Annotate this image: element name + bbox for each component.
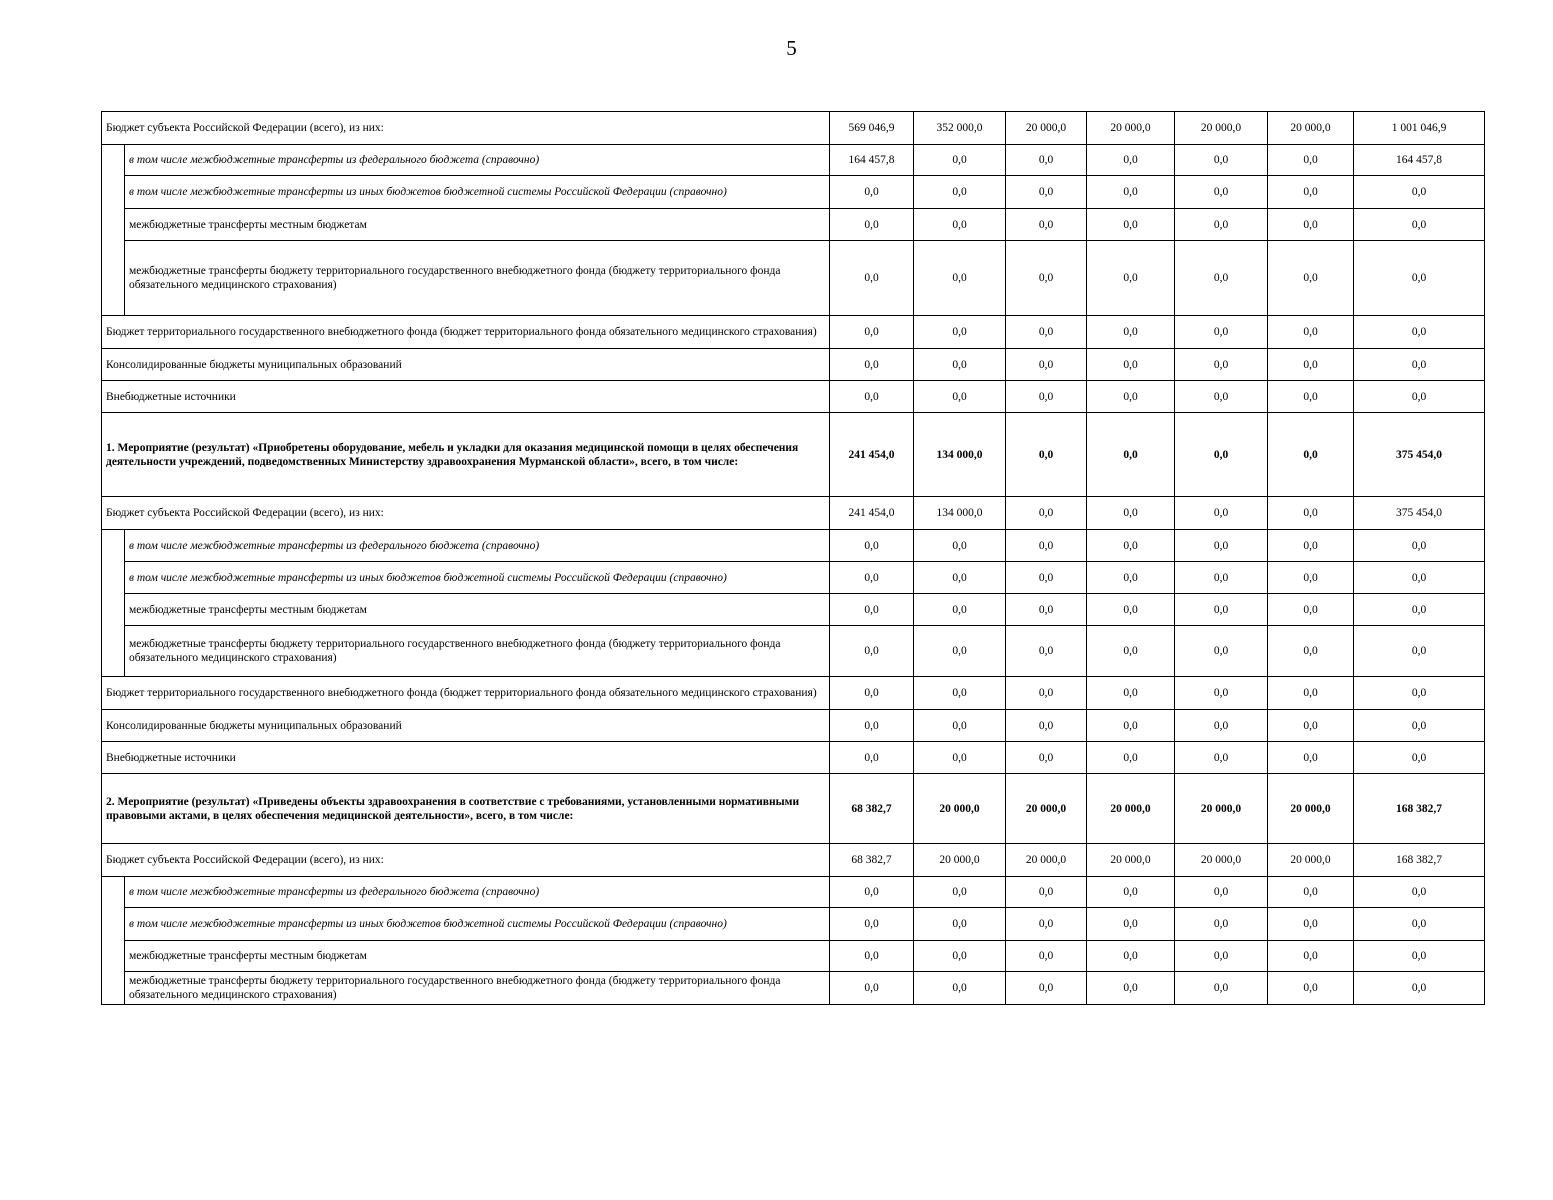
value-cell: 0,0 [1087,176,1175,209]
value-cell: 0,0 [1087,710,1175,742]
value-cell: 0,0 [1268,941,1354,972]
value-cell: 0,0 [914,176,1006,209]
value-cell: 0,0 [1354,742,1485,774]
value-cell: 0,0 [1087,941,1175,972]
value-cell: 0,0 [1087,381,1175,413]
table-row [102,594,1485,626]
value-cell: 0,0 [1006,497,1087,530]
value-cell: 0,0 [1175,413,1268,497]
table-body [102,112,1485,1005]
value-cell: 0,0 [1006,530,1087,562]
page-number: 5 [786,36,797,60]
value-cell: 0,0 [1006,381,1087,413]
value-cell: 0,0 [914,677,1006,710]
value-cell: 0,0 [830,626,914,677]
value-cell: 375 454,0 [1354,413,1485,497]
value-cell: 0,0 [914,972,1006,1005]
row-label: межбюджетные трансферты бюджету территориального государственного внебюджетного фонда (бюджету территориального фонда обязательного медицинского страхования) [125,241,830,316]
value-cell: 0,0 [1006,241,1087,316]
row-label: Внебюджетные источники [102,742,830,774]
table-row [102,497,1485,530]
value-cell: 0,0 [1268,349,1354,381]
table-row [102,677,1485,710]
value-cell: 0,0 [914,877,1006,908]
value-cell: 0,0 [1268,241,1354,316]
table-row [102,316,1485,349]
value-cell: 0,0 [1175,381,1268,413]
row-label: межбюджетные трансферты местным бюджетам [125,594,830,626]
table-row [102,941,1485,972]
value-cell: 0,0 [1006,316,1087,349]
value-cell: 0,0 [1175,594,1268,626]
value-cell: 0,0 [1175,145,1268,176]
value-cell: 0,0 [1087,677,1175,710]
value-cell: 0,0 [1087,349,1175,381]
value-cell: 0,0 [830,941,914,972]
value-cell: 0,0 [1268,742,1354,774]
value-cell: 0,0 [1087,972,1175,1005]
table-row [102,908,1485,941]
value-cell: 0,0 [1175,530,1268,562]
value-cell: 0,0 [1175,497,1268,530]
value-cell: 0,0 [830,877,914,908]
table-row [102,972,1485,1005]
value-cell: 0,0 [1354,594,1485,626]
value-cell: 0,0 [1268,530,1354,562]
value-cell: 0,0 [830,316,914,349]
value-cell: 0,0 [1354,176,1485,209]
value-cell: 0,0 [1006,594,1087,626]
value-cell: 0,0 [1087,742,1175,774]
value-cell: 0,0 [1354,316,1485,349]
table-row [102,844,1485,877]
value-cell: 0,0 [1354,562,1485,594]
value-cell: 168 382,7 [1354,774,1485,844]
value-cell: 0,0 [1087,497,1175,530]
value-cell: 352 000,0 [914,112,1006,145]
value-cell: 0,0 [830,349,914,381]
value-cell: 0,0 [1087,413,1175,497]
table-row [102,112,1485,145]
value-cell: 0,0 [1087,209,1175,241]
value-cell: 0,0 [1175,877,1268,908]
value-cell: 0,0 [1006,209,1087,241]
value-cell: 1 001 046,9 [1354,112,1485,145]
table-row [102,241,1485,316]
indent-gutter [102,877,125,1005]
row-label: межбюджетные трансферты бюджету территориального государственного внебюджетного фонда (бюджету территориального фонда обязательного медицинского страхования) [125,626,830,677]
value-cell: 0,0 [830,972,914,1005]
value-cell: 0,0 [1006,145,1087,176]
value-cell: 0,0 [1175,742,1268,774]
value-cell: 20 000,0 [1175,844,1268,877]
table-row [102,742,1485,774]
value-cell: 68 382,7 [830,774,914,844]
value-cell: 20 000,0 [1006,844,1087,877]
value-cell: 20 000,0 [1087,774,1175,844]
value-cell: 0,0 [1354,877,1485,908]
value-cell: 0,0 [1175,316,1268,349]
indent-gutter [102,145,125,316]
row-label: в том числе межбюджетные трансферты из иных бюджетов бюджетной системы Российской Федерации (справочно) [125,562,830,594]
value-cell: 20 000,0 [1006,774,1087,844]
value-cell: 0,0 [914,908,1006,941]
table-row [102,530,1485,562]
activity-heading: 1. Мероприятие (результат) «Приобретены оборудование, мебель и укладки для оказания медицинской помощи в целях обеспечения деятельности учреждений, подведомственных Министерству здравоохранения Мурманской области», всего, в том числе: [102,413,830,497]
row-label: Бюджет субъекта Российской Федерации (всего), из них: [102,112,830,145]
value-cell: 164 457,8 [1354,145,1485,176]
value-cell: 0,0 [1354,209,1485,241]
value-cell: 0,0 [1354,677,1485,710]
value-cell: 0,0 [1268,972,1354,1005]
row-label: Бюджет субъекта Российской Федерации (всего), из них: [102,497,830,530]
value-cell: 0,0 [1006,349,1087,381]
row-label: межбюджетные трансферты местным бюджетам [125,941,830,972]
value-cell: 0,0 [1268,381,1354,413]
value-cell: 0,0 [830,209,914,241]
value-cell: 0,0 [1175,176,1268,209]
value-cell: 20 000,0 [1268,844,1354,877]
value-cell: 0,0 [1354,381,1485,413]
value-cell: 0,0 [1006,710,1087,742]
value-cell: 164 457,8 [830,145,914,176]
value-cell: 0,0 [1175,941,1268,972]
value-cell: 0,0 [1087,241,1175,316]
value-cell: 0,0 [1006,176,1087,209]
value-cell: 0,0 [914,710,1006,742]
value-cell: 0,0 [1354,626,1485,677]
value-cell: 0,0 [914,209,1006,241]
table-row [102,413,1485,497]
row-label: Внебюджетные источники [102,381,830,413]
table-row [102,562,1485,594]
activity-heading: 2. Мероприятие (результат) «Приведены объекты здравоохранения в соответствие с требованиями, установленными нормативными правовыми актами, в целях обеспечения медицинской деятельности», всего, в том числе: [102,774,830,844]
value-cell: 0,0 [1268,626,1354,677]
value-cell: 68 382,7 [830,844,914,877]
value-cell: 375 454,0 [1354,497,1485,530]
value-cell: 20 000,0 [1175,112,1268,145]
table-row [102,145,1485,176]
value-cell: 0,0 [830,594,914,626]
value-cell: 0,0 [914,941,1006,972]
value-cell: 0,0 [1006,908,1087,941]
row-label: межбюджетные трансферты местным бюджетам [125,209,830,241]
value-cell: 0,0 [914,594,1006,626]
value-cell: 0,0 [1006,877,1087,908]
row-label: Бюджет субъекта Российской Федерации (всего), из них: [102,844,830,877]
value-cell: 0,0 [1268,209,1354,241]
value-cell: 0,0 [830,176,914,209]
value-cell: 0,0 [914,530,1006,562]
value-cell: 0,0 [1006,626,1087,677]
row-label: межбюджетные трансферты бюджету территориального государственного внебюджетного фонда (бюджету территориального фонда обязательного медицинского страхования) [125,972,830,1005]
value-cell: 0,0 [1175,241,1268,316]
value-cell: 20 000,0 [1268,112,1354,145]
value-cell: 0,0 [1006,972,1087,1005]
value-cell: 0,0 [830,677,914,710]
value-cell: 20 000,0 [1006,112,1087,145]
row-label: Консолидированные бюджеты муниципальных образований [102,710,830,742]
table-row [102,381,1485,413]
value-cell: 0,0 [1354,972,1485,1005]
value-cell: 0,0 [1087,626,1175,677]
table-row [102,176,1485,209]
value-cell: 0,0 [830,742,914,774]
row-label: Бюджет территориального государственного внебюджетного фонда (бюджет территориального фонда обязательного медицинского страхования) [102,677,830,710]
value-cell: 0,0 [1268,145,1354,176]
value-cell: 168 382,7 [1354,844,1485,877]
value-cell: 0,0 [1268,316,1354,349]
row-label: в том числе межбюджетные трансферты из иных бюджетов бюджетной системы Российской Федерации (справочно) [125,908,830,941]
value-cell: 20 000,0 [1087,844,1175,877]
value-cell: 0,0 [1268,176,1354,209]
value-cell: 0,0 [1175,349,1268,381]
table-row [102,626,1485,677]
value-cell: 0,0 [1175,209,1268,241]
value-cell: 20 000,0 [914,844,1006,877]
value-cell: 134 000,0 [914,497,1006,530]
value-cell: 0,0 [830,530,914,562]
value-cell: 569 046,9 [830,112,914,145]
value-cell: 0,0 [1175,972,1268,1005]
row-label: в том числе межбюджетные трансферты из федерального бюджета (справочно) [125,530,830,562]
value-cell: 0,0 [1087,594,1175,626]
value-cell: 0,0 [1354,941,1485,972]
row-label: в том числе межбюджетные трансферты из федерального бюджета (справочно) [125,145,830,176]
value-cell: 0,0 [914,626,1006,677]
value-cell: 0,0 [1006,677,1087,710]
value-cell: 0,0 [1175,710,1268,742]
budget-table [101,111,1485,1005]
value-cell: 0,0 [914,742,1006,774]
value-cell: 0,0 [1268,877,1354,908]
value-cell: 0,0 [914,349,1006,381]
value-cell: 0,0 [914,381,1006,413]
value-cell: 0,0 [1175,626,1268,677]
value-cell: 0,0 [1175,562,1268,594]
value-cell: 0,0 [830,381,914,413]
value-cell: 0,0 [1354,530,1485,562]
table-row [102,209,1485,241]
value-cell: 0,0 [1268,594,1354,626]
value-cell: 0,0 [914,241,1006,316]
value-cell: 0,0 [1087,908,1175,941]
value-cell: 241 454,0 [830,413,914,497]
value-cell: 0,0 [1268,497,1354,530]
value-cell: 0,0 [1087,877,1175,908]
value-cell: 0,0 [1354,349,1485,381]
table-row [102,710,1485,742]
value-cell: 0,0 [830,710,914,742]
value-cell: 0,0 [914,316,1006,349]
value-cell: 0,0 [1006,742,1087,774]
row-label: в том числе межбюджетные трансферты из иных бюджетов бюджетной системы Российской Федерации (справочно) [125,176,830,209]
value-cell: 0,0 [1354,908,1485,941]
value-cell: 0,0 [1268,413,1354,497]
value-cell: 0,0 [830,908,914,941]
table-row [102,877,1485,908]
value-cell: 241 454,0 [830,497,914,530]
value-cell: 0,0 [914,145,1006,176]
value-cell: 0,0 [1268,908,1354,941]
value-cell: 0,0 [1087,316,1175,349]
value-cell: 0,0 [914,562,1006,594]
value-cell: 20 000,0 [1268,774,1354,844]
value-cell: 0,0 [1354,241,1485,316]
value-cell: 0,0 [1006,413,1087,497]
value-cell: 0,0 [1087,145,1175,176]
value-cell: 0,0 [1175,677,1268,710]
value-cell: 0,0 [1268,677,1354,710]
value-cell: 20 000,0 [914,774,1006,844]
value-cell: 0,0 [1087,562,1175,594]
value-cell: 0,0 [1087,530,1175,562]
indent-gutter [102,530,125,677]
row-label: Консолидированные бюджеты муниципальных образований [102,349,830,381]
value-cell: 0,0 [1268,562,1354,594]
value-cell: 0,0 [830,562,914,594]
row-label: Бюджет территориального государственного внебюджетного фонда (бюджет территориального фонда обязательного медицинского страхования) [102,316,830,349]
value-cell: 0,0 [1268,710,1354,742]
row-label: в том числе межбюджетные трансферты из федерального бюджета (справочно) [125,877,830,908]
table-row [102,774,1485,844]
value-cell: 134 000,0 [914,413,1006,497]
value-cell: 0,0 [1354,710,1485,742]
table-row [102,349,1485,381]
value-cell: 0,0 [1175,908,1268,941]
value-cell: 20 000,0 [1175,774,1268,844]
value-cell: 0,0 [830,241,914,316]
value-cell: 20 000,0 [1087,112,1175,145]
value-cell: 0,0 [1006,562,1087,594]
value-cell: 0,0 [1006,941,1087,972]
